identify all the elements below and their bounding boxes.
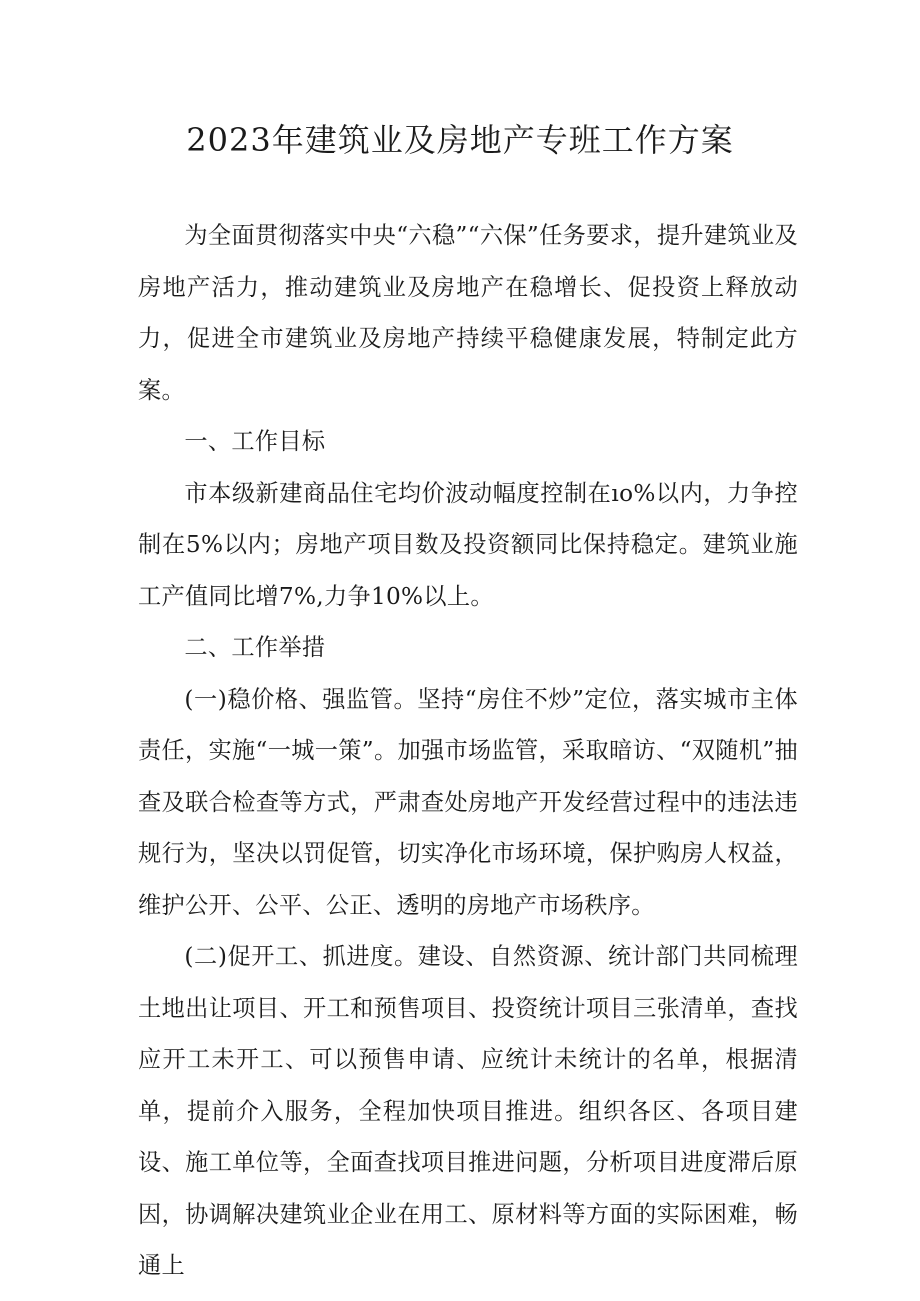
- measure-paragraph-1: (一)稳价格、强监管。坚持“房住不炒”定位，落实城市主体责任，实施“一城一策”。加强市场监管，采取暗访、“双随机”抽查及联合检查等方式，严肃查处房地产开发经营过程中的违法违规行为，坚决以罚促管，切实净化市场环境，保护购房人权益，维护公开、公平、公正、透明的房地产市场秩序。: [138, 685, 798, 919]
- section-heading-measures: 二、工作举措: [184, 634, 326, 661]
- goals-paragraph: 市本级新建商品住宅均价波动幅度控制在ıo%以内，力争控制在5%以内；房地产项目数及投资额同比保持稳定。建筑业施工产值同比增7%,力争10%以上。: [138, 479, 798, 610]
- document-title: 2023年建筑业及房地产专班工作方案: [186, 121, 734, 159]
- section-heading-goals: 一、工作目标: [184, 428, 326, 455]
- intro-paragraph: 为全面贯彻落实中央“六稳”“六保”任务要求，提升建筑业及房地产活力，推动建筑业及房地产在稳增长、促投资上释放动力，促进全市建筑业及房地产持续平稳健康发展，特制定此方案。: [138, 222, 798, 404]
- measure-paragraph-2: (二)促开工、抓进度。建设、自然资源、统计部门共同梳理土地出让项目、开工和预售项目、投资统计项目三张清单，查找应开工未开工、可以预售申请、应统计未统计的名单，根据清单，提前介入服务，全程加快项目推进。组织各区、各项目建设、施工单位等，全面查找项目推进问题，分析项目进度滞后原因，协调解决建筑业企业在用工、原材料等方面的实际困难，畅通上: [138, 943, 798, 1279]
- document-body: [138, 210, 798, 1292]
